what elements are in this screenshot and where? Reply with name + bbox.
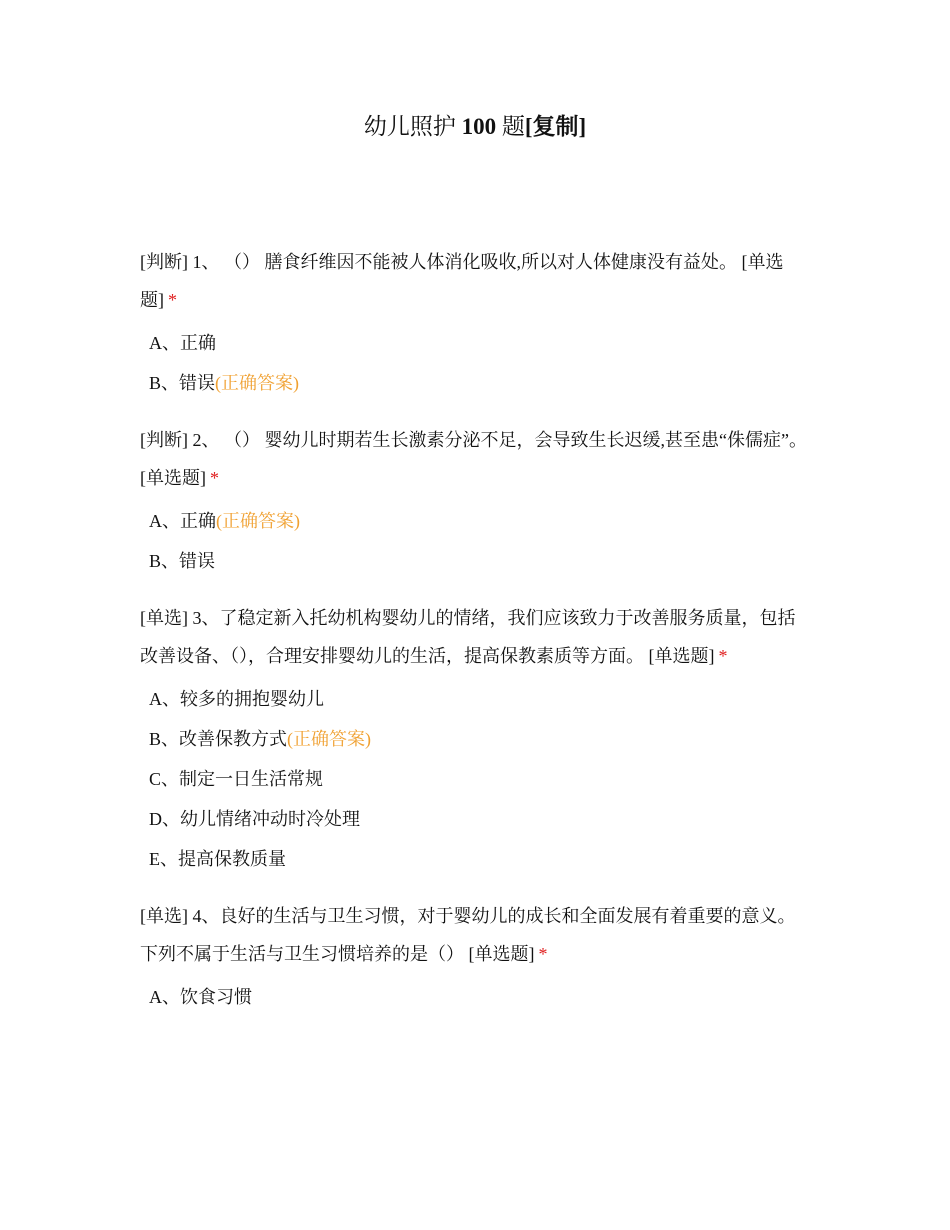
correct-answer-tag: (正确答案) — [215, 373, 300, 393]
question-stem: [判断] 1、 （） 膳食纤维因不能被人体消化吸收,所以对人体健康没有益处。 [单选题] — [140, 252, 784, 310]
title-copy-tag: [复制] — [524, 114, 587, 139]
answer-option[interactable] — [140, 839, 810, 879]
title-text-suffix: 题 — [496, 114, 525, 139]
required-star: * — [210, 468, 219, 488]
question-stem: [判断] 2、 （） 婴幼儿时期若生长激素分泌不足，会导致生长迟缓,甚至患“侏儒症”。 [单选题] — [140, 430, 807, 488]
question-block — [140, 421, 810, 581]
question-text — [140, 897, 810, 973]
option-label: D、幼儿情绪冲动时冷处理 — [149, 809, 360, 829]
required-star: * — [168, 290, 177, 310]
correct-answer-tag: (正确答案) — [287, 729, 372, 749]
question-stem: [单选] 3、了稳定新入托幼机构婴幼儿的情绪，我们应该致力于改善服务质量，包括改善设备、（），合理安排婴幼儿的生活，提高保教素质等方面。 [单选题] — [140, 608, 796, 666]
option-label: A、正确 — [149, 511, 216, 531]
answer-option[interactable] — [140, 323, 810, 363]
question-block — [140, 599, 810, 879]
question-stem: [单选] 4、良好的生活与卫生习惯，对于婴幼儿的成长和全面发展有着重要的意义。下列不属于生活与卫生习惯培养的是（） [单选题] — [140, 906, 796, 964]
answer-option[interactable] — [140, 501, 810, 541]
option-label: C、制定一日生活常规 — [149, 769, 324, 789]
correct-answer-tag: (正确答案) — [216, 511, 300, 531]
title-text: 幼儿照护 — [363, 114, 462, 139]
page-title — [0, 110, 950, 144]
option-label: B、错误 — [149, 551, 216, 571]
question-list — [140, 243, 810, 1035]
question-text — [140, 421, 810, 497]
option-label: B、错误 — [149, 373, 216, 393]
option-label: B、改善保教方式 — [149, 729, 288, 749]
required-star: * — [538, 944, 548, 964]
answer-option[interactable] — [140, 799, 810, 839]
answer-option[interactable] — [140, 977, 810, 1017]
answer-option[interactable] — [140, 759, 810, 799]
question-text — [140, 243, 810, 319]
answer-option[interactable] — [140, 541, 810, 581]
answer-option[interactable] — [140, 363, 810, 403]
option-label: A、饮食习惯 — [149, 987, 252, 1007]
option-label: E、提高保教质量 — [149, 849, 286, 869]
answer-option[interactable] — [140, 679, 810, 719]
answer-option[interactable] — [140, 719, 810, 759]
title-number: 100 — [461, 114, 497, 139]
question-block — [140, 897, 810, 1017]
question-text — [140, 599, 810, 675]
required-star: * — [718, 646, 728, 666]
option-label: A、正确 — [149, 333, 216, 353]
option-label: A、较多的拥抱婴幼儿 — [149, 689, 324, 709]
question-block — [140, 243, 810, 403]
